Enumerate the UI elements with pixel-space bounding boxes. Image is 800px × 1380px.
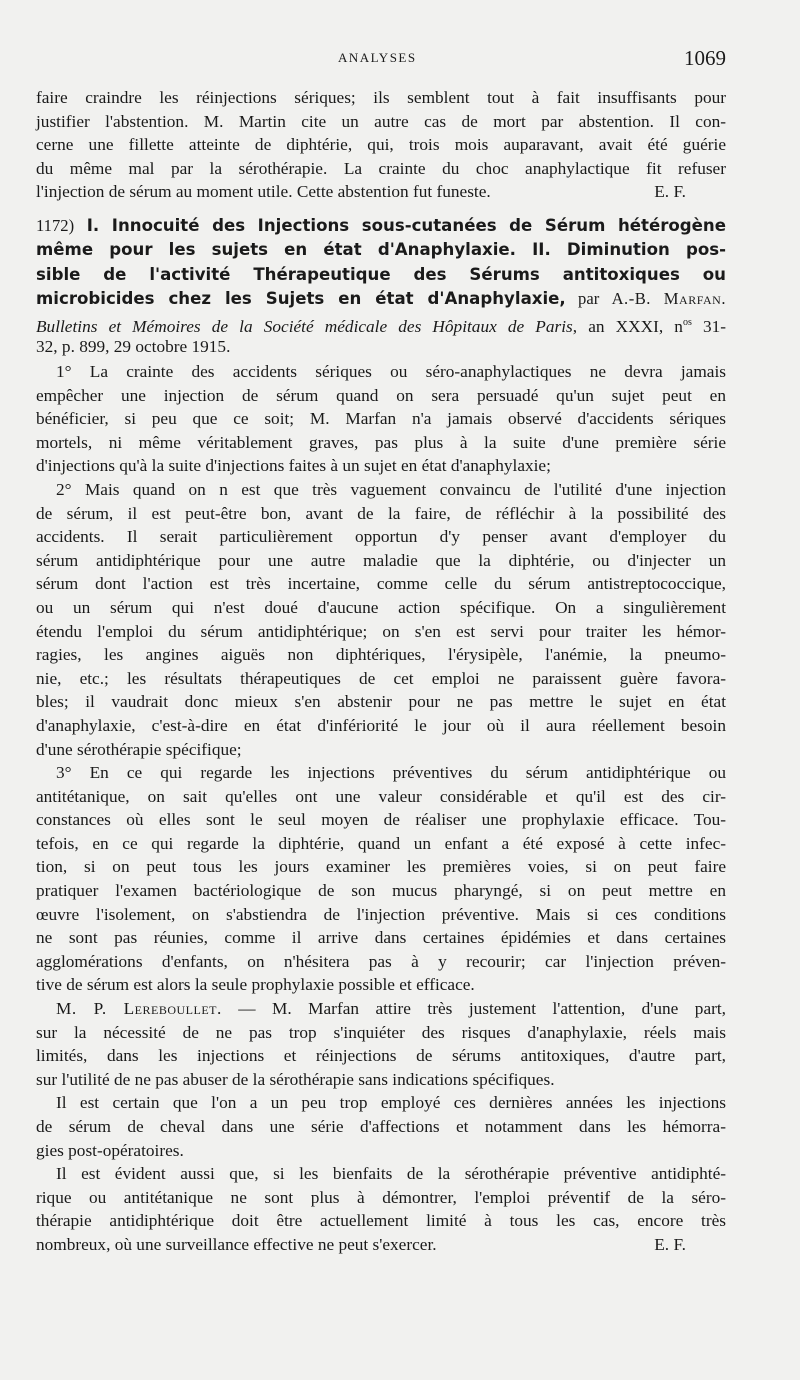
- article-heading: [36, 214, 726, 358]
- text-line: bles; il vaudrait donc mieux s'en abstenir pour ne pas mettre le sujet en état: [36, 692, 726, 712]
- text-line: tion, si on peut tous les jours examiner les premières voies, si on peut faire: [36, 857, 726, 877]
- article-number: 1172): [36, 216, 75, 235]
- text-line: 3° En ce qui regarde les injections préventives du sérum antidiphtérique ou: [56, 763, 726, 783]
- author-initials: E. F.: [654, 182, 686, 202]
- text-line: faire craindre les réinjections sériques; ils semblent tout à fait insuffisants pour: [36, 88, 726, 107]
- text-line: de sérum, il est peut-être bon, avant de la faire, de réfléchir à la possibilité des: [36, 503, 726, 523]
- text-line: nie, etc.; les résultats thérapeutiques de cet emploi ne paraissent guère favora-: [36, 668, 726, 688]
- article-title-line: [36, 287, 726, 311]
- text-line: 1° La crainte des accidents sériques ou séro-anaphylactiques ne devra jamais: [56, 362, 726, 381]
- text-line: étendu l'emploi du sérum antidiphtérique; on s'en est servi pour traiter les hémor-: [36, 621, 726, 641]
- text-line: [36, 180, 726, 204]
- text-line: thérapie antidiphtérique doit être actuellement limité à tous les cas, encore très: [36, 1211, 726, 1231]
- text-line: rique ou antitétanique ne sont plus à démontrer, l'emploi préventif de la séro-: [36, 1187, 726, 1207]
- text-line: œuvre l'isolement, on s'abstiendra de l'injection préventive. Mais si ces conditions: [36, 904, 726, 924]
- text-line: justifier l'abstention. M. Martin cite un autre cas de mort par abstention. Il con-: [36, 111, 726, 131]
- page-number: 1069: [684, 46, 726, 70]
- text-line: bénéficier, si peu que ce soit; M. Marfan n'a jamais observé d'accidents sériques: [36, 409, 726, 429]
- page-header: [0, 48, 800, 72]
- article-title-line: [36, 214, 726, 238]
- article-title-line: même pour les sujets en état d'Anaphylaxie. II. Diminution pos-: [36, 240, 726, 260]
- article-title-text: microbicides chez les Sujets en état d'Anaphylaxie,: [36, 288, 566, 308]
- text-line-content: — M. Marfan attire très justement l'attention, d'une part,: [221, 999, 726, 1019]
- author-initials: E. F.: [654, 1234, 686, 1254]
- text-line: ou un sérum qui n'est doué d'aucune action spécifique. On a singulièrement: [36, 597, 726, 617]
- citation-text: 31-: [691, 316, 727, 336]
- citation-superscript: os: [682, 317, 692, 329]
- text-line: tefois, en ce qui regarde la diphtérie, quand un enfant a été exposé à cette infec-: [36, 833, 726, 853]
- text-line: ragies, les angines aiguës non diphtériques, l'érysipèle, l'anémie, la pneumo-: [36, 645, 726, 665]
- text-line: d'injections qu'à la suite d'injections faites à un sujet en état d'anaphylaxie;: [36, 456, 551, 476]
- text-line: gies post-opératoires.: [36, 1140, 184, 1160]
- text-line: sur l'utilité de ne pas abuser de la sérothérapie sans indications spécifiques.: [36, 1069, 555, 1089]
- text-line: [36, 1233, 726, 1257]
- journal-title: Bulletins et Mémoires de la Société médicale des Hôpitaux de Paris: [36, 316, 573, 336]
- author-prefix: par: [565, 288, 612, 308]
- text-line: antitétanique, on sait qu'elles ont une valeur considérable et qu'il est des cir-: [36, 786, 726, 806]
- running-head: ANALYSES: [338, 50, 417, 65]
- text-line: sérum dont l'action est très incertaine, comme celle du sérum antistreptococcique,: [36, 574, 726, 594]
- article-body: [36, 360, 726, 1257]
- discussant-name: M. P. Lereboullet.: [56, 999, 222, 1019]
- citation-line: [36, 311, 726, 335]
- citation-line: 32, p. 899, 29 octobre 1915.: [36, 336, 231, 356]
- text-line: tive de sérum est alors la seule prophylaxie possible et efficace.: [36, 975, 475, 995]
- text-line: ne sont pas réunies, comme il arrive dans certaines épidémies et dans certaines: [36, 928, 726, 948]
- article-author: A.-B. Marfan.: [611, 288, 726, 308]
- text-line: de sérum de cheval dans une série d'affections et notamment dans les hémorra-: [36, 1117, 726, 1136]
- text-line: empêcher une injection de sérum quand on sera persuadé qu'un sujet peut en: [36, 385, 726, 405]
- text-line: mortels, ni même véritablement graves, pas plus à la suite d'une première série: [36, 432, 726, 452]
- text-line: du même mal par la sérothérapie. La crainte du choc anaphylactique fit refuser: [36, 158, 726, 178]
- text-line-content: nombreux, où une surveillance effective ne peut s'exercer.: [36, 1234, 437, 1254]
- text-line: 2° Mais quand on n est que très vaguement convaincu de l'utilité d'une injection: [56, 479, 726, 499]
- text-line: limités, dans les injections et réinjections de sérums antitoxiques, d'autre part,: [36, 1046, 726, 1066]
- text-line: d'anaphylaxie, c'est-à-dire en état d'infériorité le jour où il aura réellement besoin: [36, 715, 726, 735]
- text-line: d'une sérothérapie spécifique;: [36, 739, 242, 759]
- text-line: constances où elles sont le seul moyen de réaliser une prophylaxie efficace. Tou-: [36, 810, 726, 830]
- citation-text: , an XXXI, n: [572, 316, 683, 336]
- article-title-text: I. Innocuité des Injections sous-cutanées de Sérum hétérogène: [86, 216, 726, 235]
- text-line: accidents. Il serait particulièrement opportun d'y penser avant d'employer du: [36, 527, 726, 547]
- text-line-content: l'injection de sérum au moment utile. Cette abstention fut funeste.: [36, 182, 491, 202]
- text-line: pratiquer l'examen bactériologique de son mucus pharyngé, si on peut mettre en: [36, 881, 726, 901]
- text-line: sérum antidiphtérique pour une autre maladie que la diphtérie, ou d'injecter un: [36, 550, 726, 570]
- text-line: agglomérations d'enfants, on n'hésitera pas à y recourir; car l'injection préven-: [36, 951, 726, 971]
- article-title-line: sible de l'activité Thérapeutique des Sérums antitoxiques ou: [36, 264, 726, 284]
- text-line: cerne une fillette atteinte de diphtérie, qui, trois mois auparavant, avait été guérie: [36, 135, 726, 155]
- text-line: [36, 997, 726, 1021]
- text-line: sur la nécessité de ne pas trop s'inquiéter des risques d'anaphylaxie, réels mais: [36, 1022, 726, 1042]
- text-line: Il est évident aussi que, si les bienfaits de la sérothérapie préventive antidiphté-: [56, 1164, 726, 1184]
- text-line: Il est certain que l'on a un peu trop employé ces dernières années les injections: [56, 1093, 726, 1113]
- previous-article-ending: [36, 86, 726, 204]
